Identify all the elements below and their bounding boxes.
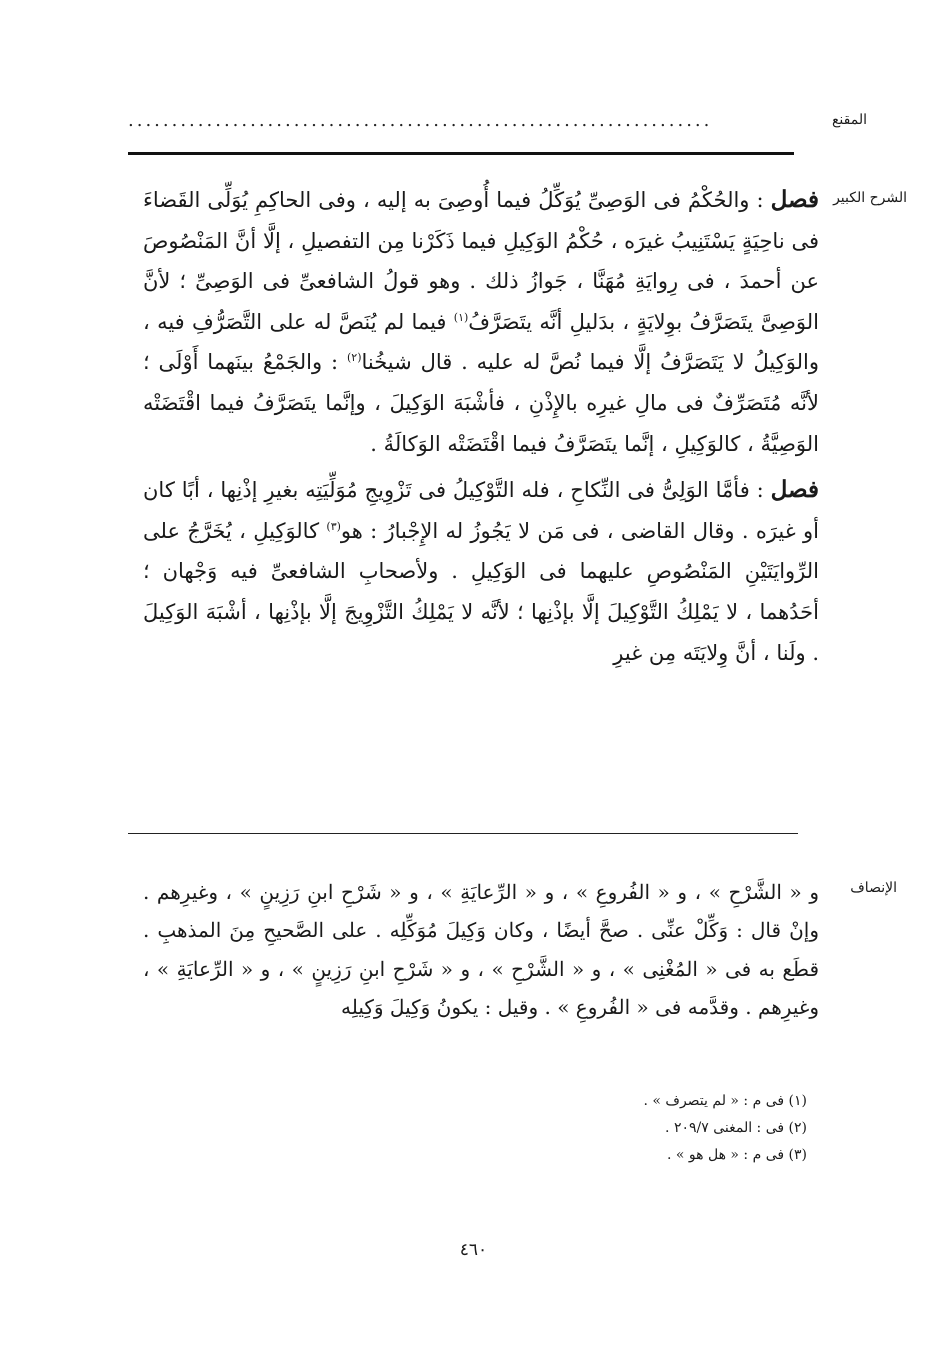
section-heading: فصل (770, 476, 819, 504)
side-label-sharh: الشرح الكبير (833, 190, 907, 206)
insaf-text (143, 873, 819, 1027)
main-text (143, 180, 819, 673)
footnote-3: (٣) فى م : « هل هو » . (667, 1147, 807, 1163)
paragraph-2 (143, 470, 819, 673)
paragraph-text: : فأمَّا الوَلِىُّ فى النِّكاحِ ، فله التَّوْكِيلُ فى تَزْوِيجِ مُوَلِّيَتِه بغيرِ إذْنِها ، أبًا كان أو غيرَه . وقال القاضى ، فى مَن لا يَجُوزُ له الإِجْبارُ : هو (143, 478, 820, 543)
section-heading: فصل (770, 186, 819, 213)
page-number: ٤٦٠ (459, 1240, 488, 1260)
footnote-ref-2: (٢) (346, 351, 362, 365)
section-divider (128, 833, 798, 834)
paragraph-text: : والحُكْمُ فى الوَصِىِّ يُوَكِّلُ فيما أُوصِىَ به إليه ، وفى الحاكِمِ يُوَلِّى القَضاءَ فى ناحِيَةٍ يَسْتَنِيبُ غيرَه ، حُكْمُ الوَكِيلِ فيما ذَكَرْنا مِن التفصيلِ ، إلَّا أنَّ المَنْصُوصَ عن أحمدَ ، فى رِوايَةِ مُهَنَّا ، جَوازُ ذلك . وهو قولُ الشافعىِّ فى الوَصِىِّ ؛ لأنَّ الوَصِىَّ يتَصَرَّفُ بوِلايَةٍ ، بدَليلِ أنَّه يتَصَرَّفُ (143, 188, 819, 334)
running-title: المقنع (831, 112, 867, 128)
paragraph-text: كالوَكِيلِ ، يُخَرَّجُ على الرِّوايَتَيْنِ المَنْصُوصِ عليهما فى الوَكِيلِ . ولأصحابِ الشافعىِّ فيه وَجْهان ؛ أحَدُهما ، لا يَمْلِكُ التَّوْكِيلَ إلَّا بإذْنِها ؛ لأنَّه لا يَمْلِكُ التَّزْوِيجَ إلَّا بإذْنِها ، أشْبَهَ الوَكِيلَ . ولَنا ، أنَّ وِلايَتَه مِن غيرِ (143, 518, 819, 665)
paragraph-text: : والجَمْعُ بينَهما أَوْلَى ؛ لأنَّه مُتَصَرِّفٌ فى مالِ غيرِه بالإِذْنِ ، فأشْبَهَ الوَكِيلَ ، وإنَّما يتَصَرَّفُ فيما اقْتَضَتْه الوَصِيَّةُ ، كالوَكِيلِ ، إنَّما يتَصَرَّفُ فيما اقْتَضَتْه الوَكالَةُ . (143, 350, 819, 456)
insaf-paragraph: و « الشَّرْحِ » ، و « الفُروعِ » ، و « الرِّعايَةِ » ، و « شَرْحِ ابنِ رَزِينٍ » ، وغيرِهم . وإنْ قال : وَكِّلْ عنِّى . صحَّ أيضًا ، وكان وَكِيلَ مُوَكِّلِه . على الصَّحيحِ مِنَ المذهبِ . قطَع به فى « المُغْنِى » ، و « الشَّرْحِ » ، و « شَرْحِ ابنِ رَزِينٍ » ، و « الرِّعايَةِ » ، وغيرِهم . وقدَّمه فى « الفُروعِ » . وقيل : يكونُ وَكِيلَ وَكِيلِه (143, 880, 819, 1020)
footnote-ref-1: (١) (453, 310, 469, 324)
paragraph-1 (143, 180, 819, 464)
dotted-leader: ................................................................... (128, 110, 713, 130)
footnote-2: (٢) فى : المغنى ٢٠٩/٧ . (665, 1120, 807, 1136)
side-label-insaf: الإنصاف (850, 880, 897, 896)
header-rule (128, 152, 794, 155)
footnote-1: (١) فى م : « لم يتصرف » . (643, 1093, 807, 1109)
footnotes (207, 1088, 807, 1169)
paragraph-text: فيما لم يُنَصَّ له على التَّصَرُّفِ فيه ، والوَكِيلُ لا يَتَصَرَّفُ إلَّا فيما نُصَّ له عليه . قال شيخُنا (143, 309, 819, 375)
footnote-ref-3: (٣) (326, 519, 341, 533)
